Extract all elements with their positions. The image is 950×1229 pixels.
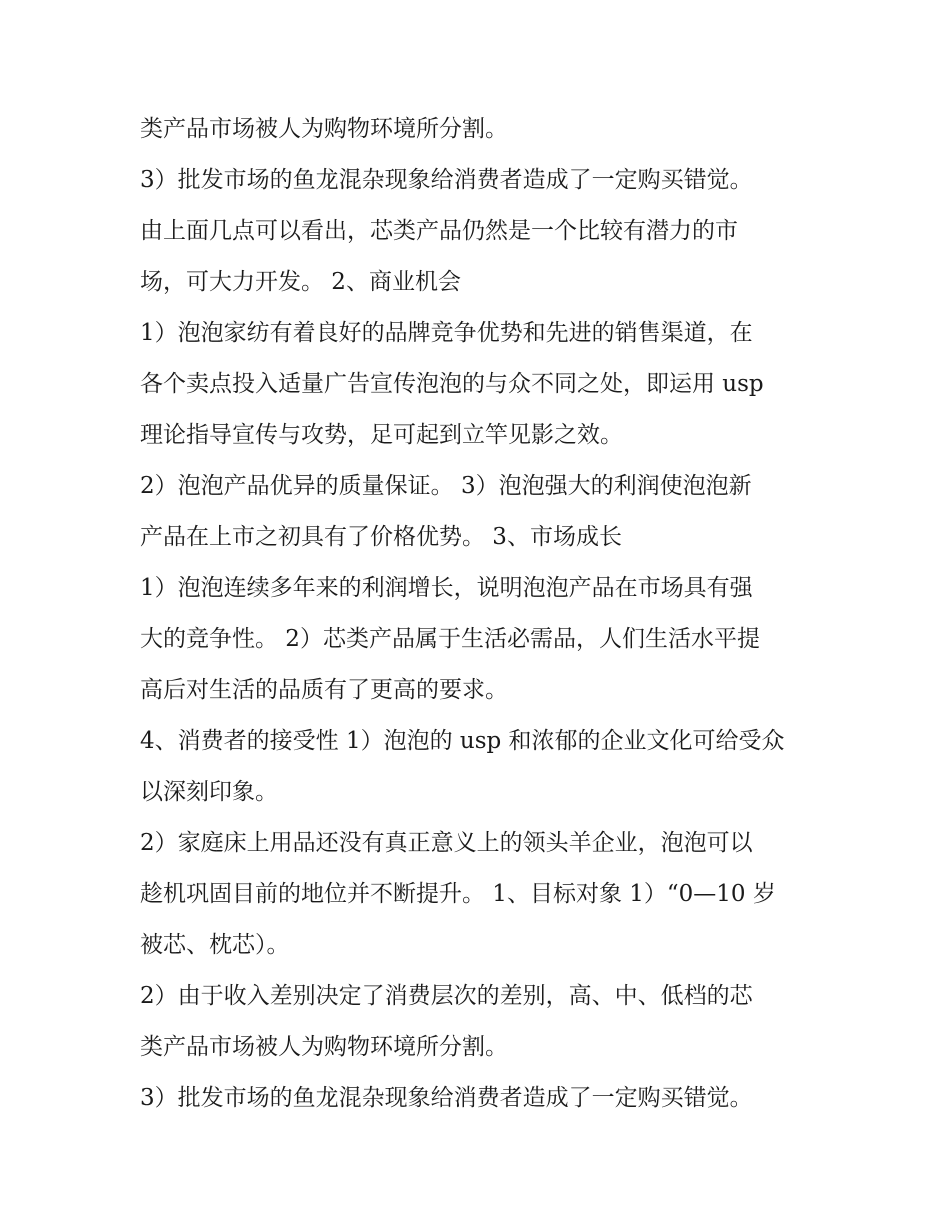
- text-line: 3）批发市场的鱼龙混杂现象给消费者造成了一定购买错觉。: [140, 167, 753, 193]
- text-line: 2）由于收入差别决定了消费层次的差别，高、中、低档的芯: [140, 983, 753, 1009]
- text-line: 各个卖点投入适量广告宣传泡泡的与众不同之处，即运用 usp: [140, 371, 764, 397]
- text-line: 理论指导宣传与攻势，足可起到立竿见影之效。: [140, 422, 623, 448]
- text-line: 类产品市场被人为购物环境所分割。: [140, 1034, 508, 1060]
- text-line: 场，可大力开发。 2、商业机会: [140, 269, 461, 295]
- text-line: 由上面几点可以看出，芯类产品仍然是一个比较有潜力的市: [140, 218, 738, 244]
- text-line: 产品在上市之初具有了价格优势。 3、市场成长: [140, 524, 622, 550]
- text-line: 类产品市场被人为购物环境所分割。: [140, 116, 508, 142]
- text-line: 1）泡泡连续多年来的利润增长，说明泡泡产品在市场具有强: [140, 575, 753, 601]
- text-line: 4、消费者的接受性 1）泡泡的 usp 和浓郁的企业文化可给受众: [140, 728, 785, 754]
- text-line: 大的竞争性。 2）芯类产品属于生活必需品，人们生活水平提: [140, 626, 760, 652]
- text-line: 趁机巩固目前的地位并不断提升。 1、目标对象 1）“0—10 岁: [140, 881, 776, 907]
- text-line: 3）批发市场的鱼龙混杂现象给消费者造成了一定购买错觉。: [140, 1085, 753, 1111]
- text-line: 1）泡泡家纺有着良好的品牌竞争优势和先进的销售渠道，在: [140, 320, 753, 346]
- text-line: 被芯、枕芯）。: [140, 932, 290, 958]
- text-line: 以深刻印象。: [140, 779, 278, 805]
- document-body: [140, 104, 820, 1124]
- text-line: 高后对生活的品质有了更高的要求。: [140, 677, 508, 703]
- text-line: 2）泡泡产品优异的质量保证。 3）泡泡强大的利润使泡泡新: [140, 473, 752, 499]
- text-line: 2）家庭床上用品还没有真正意义上的领头羊企业，泡泡可以: [140, 830, 753, 856]
